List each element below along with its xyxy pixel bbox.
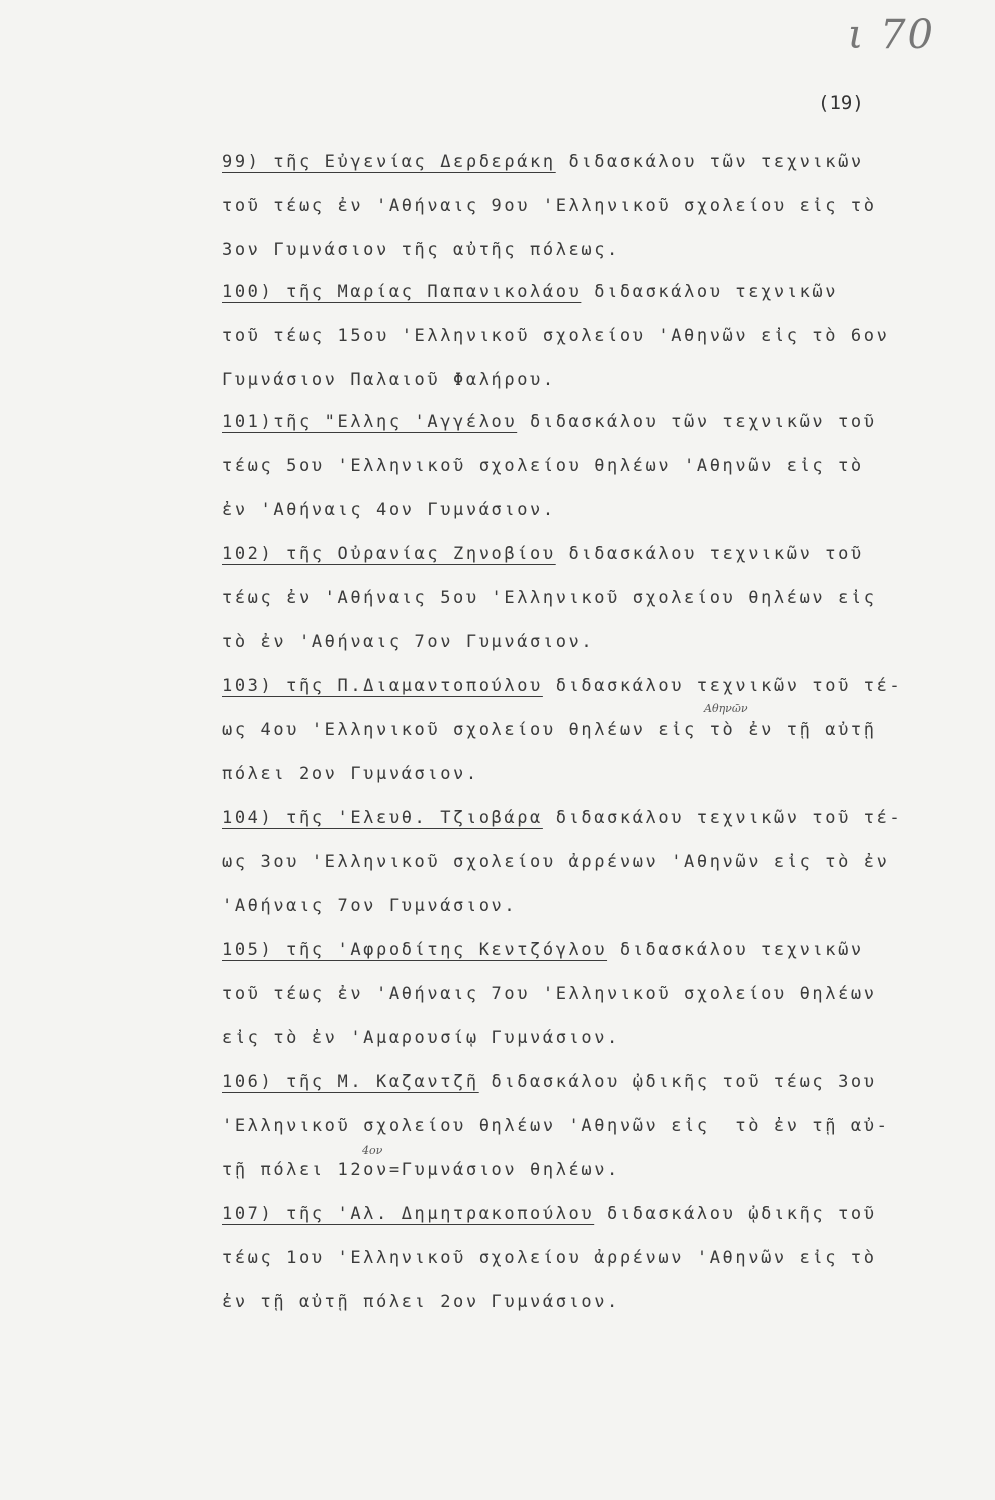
text-line: Γυμνάσιον Παλαιοῦ Φαλήρου.	[222, 370, 556, 390]
entry-heading: 107) τῆς 'Αλ. Δημητρακοπούλου	[222, 1204, 595, 1224]
entry-heading: 103) τῆς Π.Διαμαντοπούλου	[222, 676, 543, 696]
entry-line	[222, 808, 902, 828]
entry-line	[222, 676, 902, 696]
page-number: (19)	[818, 92, 864, 114]
entry-line	[222, 544, 864, 564]
text-line: τῇ πόλει 12ον=Γυμνάσιον θηλέων.	[222, 1160, 620, 1180]
entry-heading-tail: διδασκάλου ᾠδικῆς τοῦ τέως 3ου	[478, 1072, 877, 1092]
text-line: 3ον Γυμνάσιον τῆς αὐτῆς πόλεως.	[222, 240, 620, 260]
entry-heading-tail: διδασκάλου ᾠδικῆς τοῦ	[594, 1204, 877, 1224]
entry-line	[222, 1204, 877, 1224]
text-line: 'Αθήναις 7ον Γυμνάσιον.	[222, 896, 518, 916]
entry-line	[222, 1072, 877, 1092]
text-line: τέως 5ου 'Ελληνικοῦ σχολείου θηλέων 'Αθηνῶν εἰς τὸ	[222, 456, 864, 476]
text-line: πόλει 2ον Γυμνάσιον.	[222, 764, 479, 784]
entry-heading-tail: διδασκάλου τεχνικῶν τοῦ τέ-	[542, 676, 903, 696]
text-line: ως 4ου 'Ελληνικοῦ σχολείου θηλέων εἰς τὸ ἐν τῇ αὐτῇ	[222, 720, 877, 740]
entry-heading: 104) τῆς 'Ελευθ. Τζιοβάρα	[222, 808, 543, 828]
entry-heading-tail: διδασκάλου τεχνικῶν τοῦ τέ-	[542, 808, 903, 828]
entry-heading-tail: διδασκάλου τεχνικῶν	[581, 282, 839, 302]
text-line: ἐν τῇ αὐτῇ πόλει 2ον Γυμνάσιον.	[222, 1292, 620, 1312]
text-line: ἐν 'Αθήναις 4ον Γυμνάσιον.	[222, 500, 556, 520]
entry-heading: 99) τῆς Εὐγενίας Δερδεράκη	[222, 152, 556, 172]
folio-number: ι 70	[847, 12, 935, 58]
entry-heading: 100) τῆς Μαρίας Παπανικολάου	[222, 282, 582, 302]
entry-heading: 105) τῆς 'Αφροδίτης Κεντζόγλου	[222, 940, 608, 960]
text-line: τέως 1ου 'Ελληνικοῦ σχολείου ἀρρένων 'Αθηνῶν εἰς τὸ	[222, 1248, 877, 1268]
entry-heading: 102) τῆς Οὐρανίας Ζηνοβίου	[222, 544, 556, 564]
entry-heading: 101)τῆς "Ελλης 'Αγγέλου	[222, 412, 518, 432]
text-line: εἰς τὸ ἐν 'Αμαρουσίῳ Γυμνάσιον.	[222, 1028, 620, 1048]
entry-line	[222, 152, 864, 172]
entry-heading-tail: διδασκάλου τῶν τεχνικῶν	[555, 152, 864, 172]
entry-line	[222, 412, 877, 432]
text-line: τοῦ τέως ἐν 'Αθήναις 9ου 'Ελληνικοῦ σχολείου εἰς τὸ	[222, 196, 877, 216]
text-line: τὸ ἐν 'Αθήναις 7ον Γυμνάσιον.	[222, 632, 595, 652]
text-line: τέως ἐν 'Αθήναις 5ου 'Ελληνικοῦ σχολείου θηλέων εἰς	[222, 588, 877, 608]
entry-heading-tail: διδασκάλου τῶν τεχνικῶν τοῦ	[517, 412, 877, 432]
handwritten-annotation: Αθηνῶν	[704, 702, 748, 715]
text-line: 'Ελληνικοῦ σχολείου θηλέων 'Αθηνῶν εἰς τὸ ἐν τῇ αὐ-	[222, 1116, 890, 1136]
entry-heading-tail: διδασκάλου τεχνικῶν τοῦ	[555, 544, 864, 564]
handwritten-annotation: 4ον	[362, 1144, 383, 1157]
text-line: τοῦ τέως ἐν 'Αθήναις 7ου 'Ελληνικοῦ σχολείου θηλέων	[222, 984, 877, 1004]
entry-line	[222, 282, 838, 302]
text-line: τοῦ τέως 15ου 'Ελληνικοῦ σχολείου 'Αθηνῶν εἰς τὸ 6ον	[222, 326, 890, 346]
entry-heading-tail: διδασκάλου τεχνικῶν	[607, 940, 864, 960]
text-line: ως 3ου 'Ελληνικοῦ σχολείου ἀρρένων 'Αθηνῶν εἰς τὸ ἐν	[222, 852, 890, 872]
entry-heading: 106) τῆς Μ. Καζαντζῆ	[222, 1072, 479, 1092]
entry-line	[222, 940, 864, 960]
